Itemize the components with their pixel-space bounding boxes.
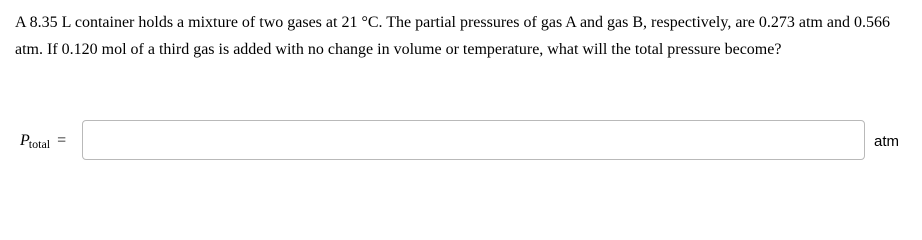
equals-sign: = [57, 132, 67, 149]
question-text: A 8.35 L container holds a mixture of two gases at 21 °C. The partial pressures of gas A and gas B, respectively, are 0.273 atm and 0.566 atm. If 0.120 mol of a third gas is added with no change in volume or temperature, what will the total pressure become? [15, 14, 890, 58]
answer-row [20, 120, 910, 164]
total-pressure-label [20, 132, 66, 150]
variable-subscript: total [28, 137, 51, 151]
variable-symbol: P [20, 132, 30, 149]
total-pressure-input[interactable] [82, 120, 865, 160]
unit-label: atm [874, 133, 900, 150]
